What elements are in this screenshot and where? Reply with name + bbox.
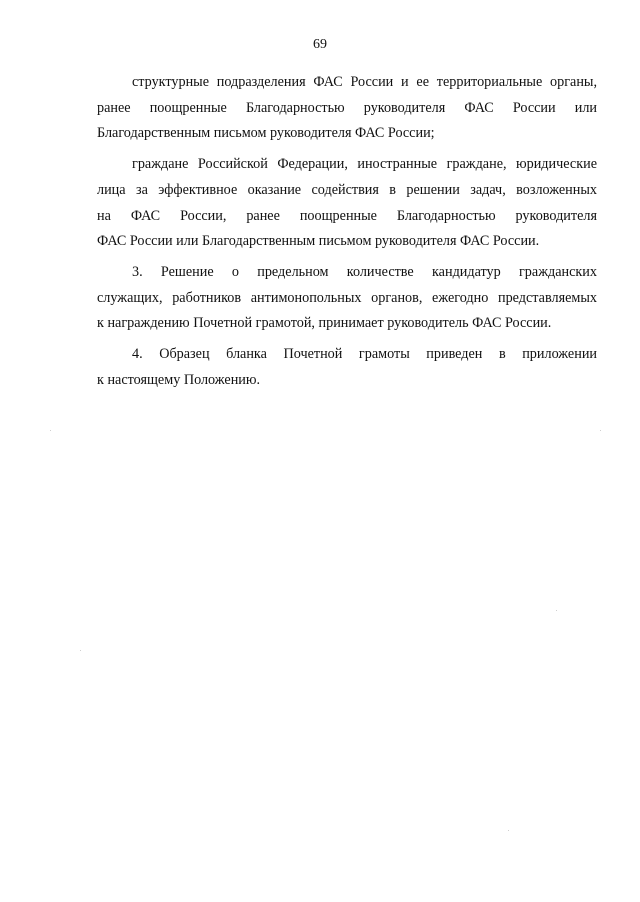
text-line: на ФАС России, ранее поощренные Благодарностью руководителя bbox=[97, 207, 597, 224]
scan-speck bbox=[556, 610, 557, 611]
scan-speck bbox=[50, 430, 51, 431]
paragraph-item-3 bbox=[97, 260, 597, 337]
text-line: ФАС России или Благодарственным письмом руководителя ФАС России. bbox=[97, 233, 540, 250]
text-line: к настоящему Положению. bbox=[97, 371, 261, 388]
text-line: 3. Решение о предельном количестве кандидатур гражданских bbox=[132, 263, 597, 280]
scan-speck bbox=[80, 650, 81, 651]
document-body bbox=[97, 70, 597, 393]
text-line: лица за эффективное оказание содействия в решении задач, возложенных bbox=[97, 181, 597, 198]
text-line: структурные подразделения ФАС России и ее территориальные органы, bbox=[132, 74, 597, 90]
paragraph-item-4 bbox=[97, 342, 597, 393]
text-line: 4. Образец бланка Почетной грамоты приведен в приложении bbox=[132, 346, 597, 363]
text-line: к награждению Почетной грамотой, принимает руководитель ФАС России. bbox=[97, 315, 552, 332]
page-number: 69 bbox=[313, 37, 327, 52]
paragraph-citizens bbox=[97, 152, 597, 255]
text-line: служащих, работников антимонопольных органов, ежегодно представляемых bbox=[97, 289, 597, 306]
paragraph-structural-units bbox=[97, 70, 597, 147]
text-line: Благодарственным письмом руководителя ФАС России; bbox=[97, 125, 435, 142]
scan-speck bbox=[508, 830, 509, 831]
text-line: ранее поощренные Благодарностью руководителя ФАС России или bbox=[97, 99, 597, 116]
text-line: граждане Российской Федерации, иностранные граждане, юридические bbox=[132, 156, 597, 173]
scan-speck bbox=[600, 430, 601, 431]
